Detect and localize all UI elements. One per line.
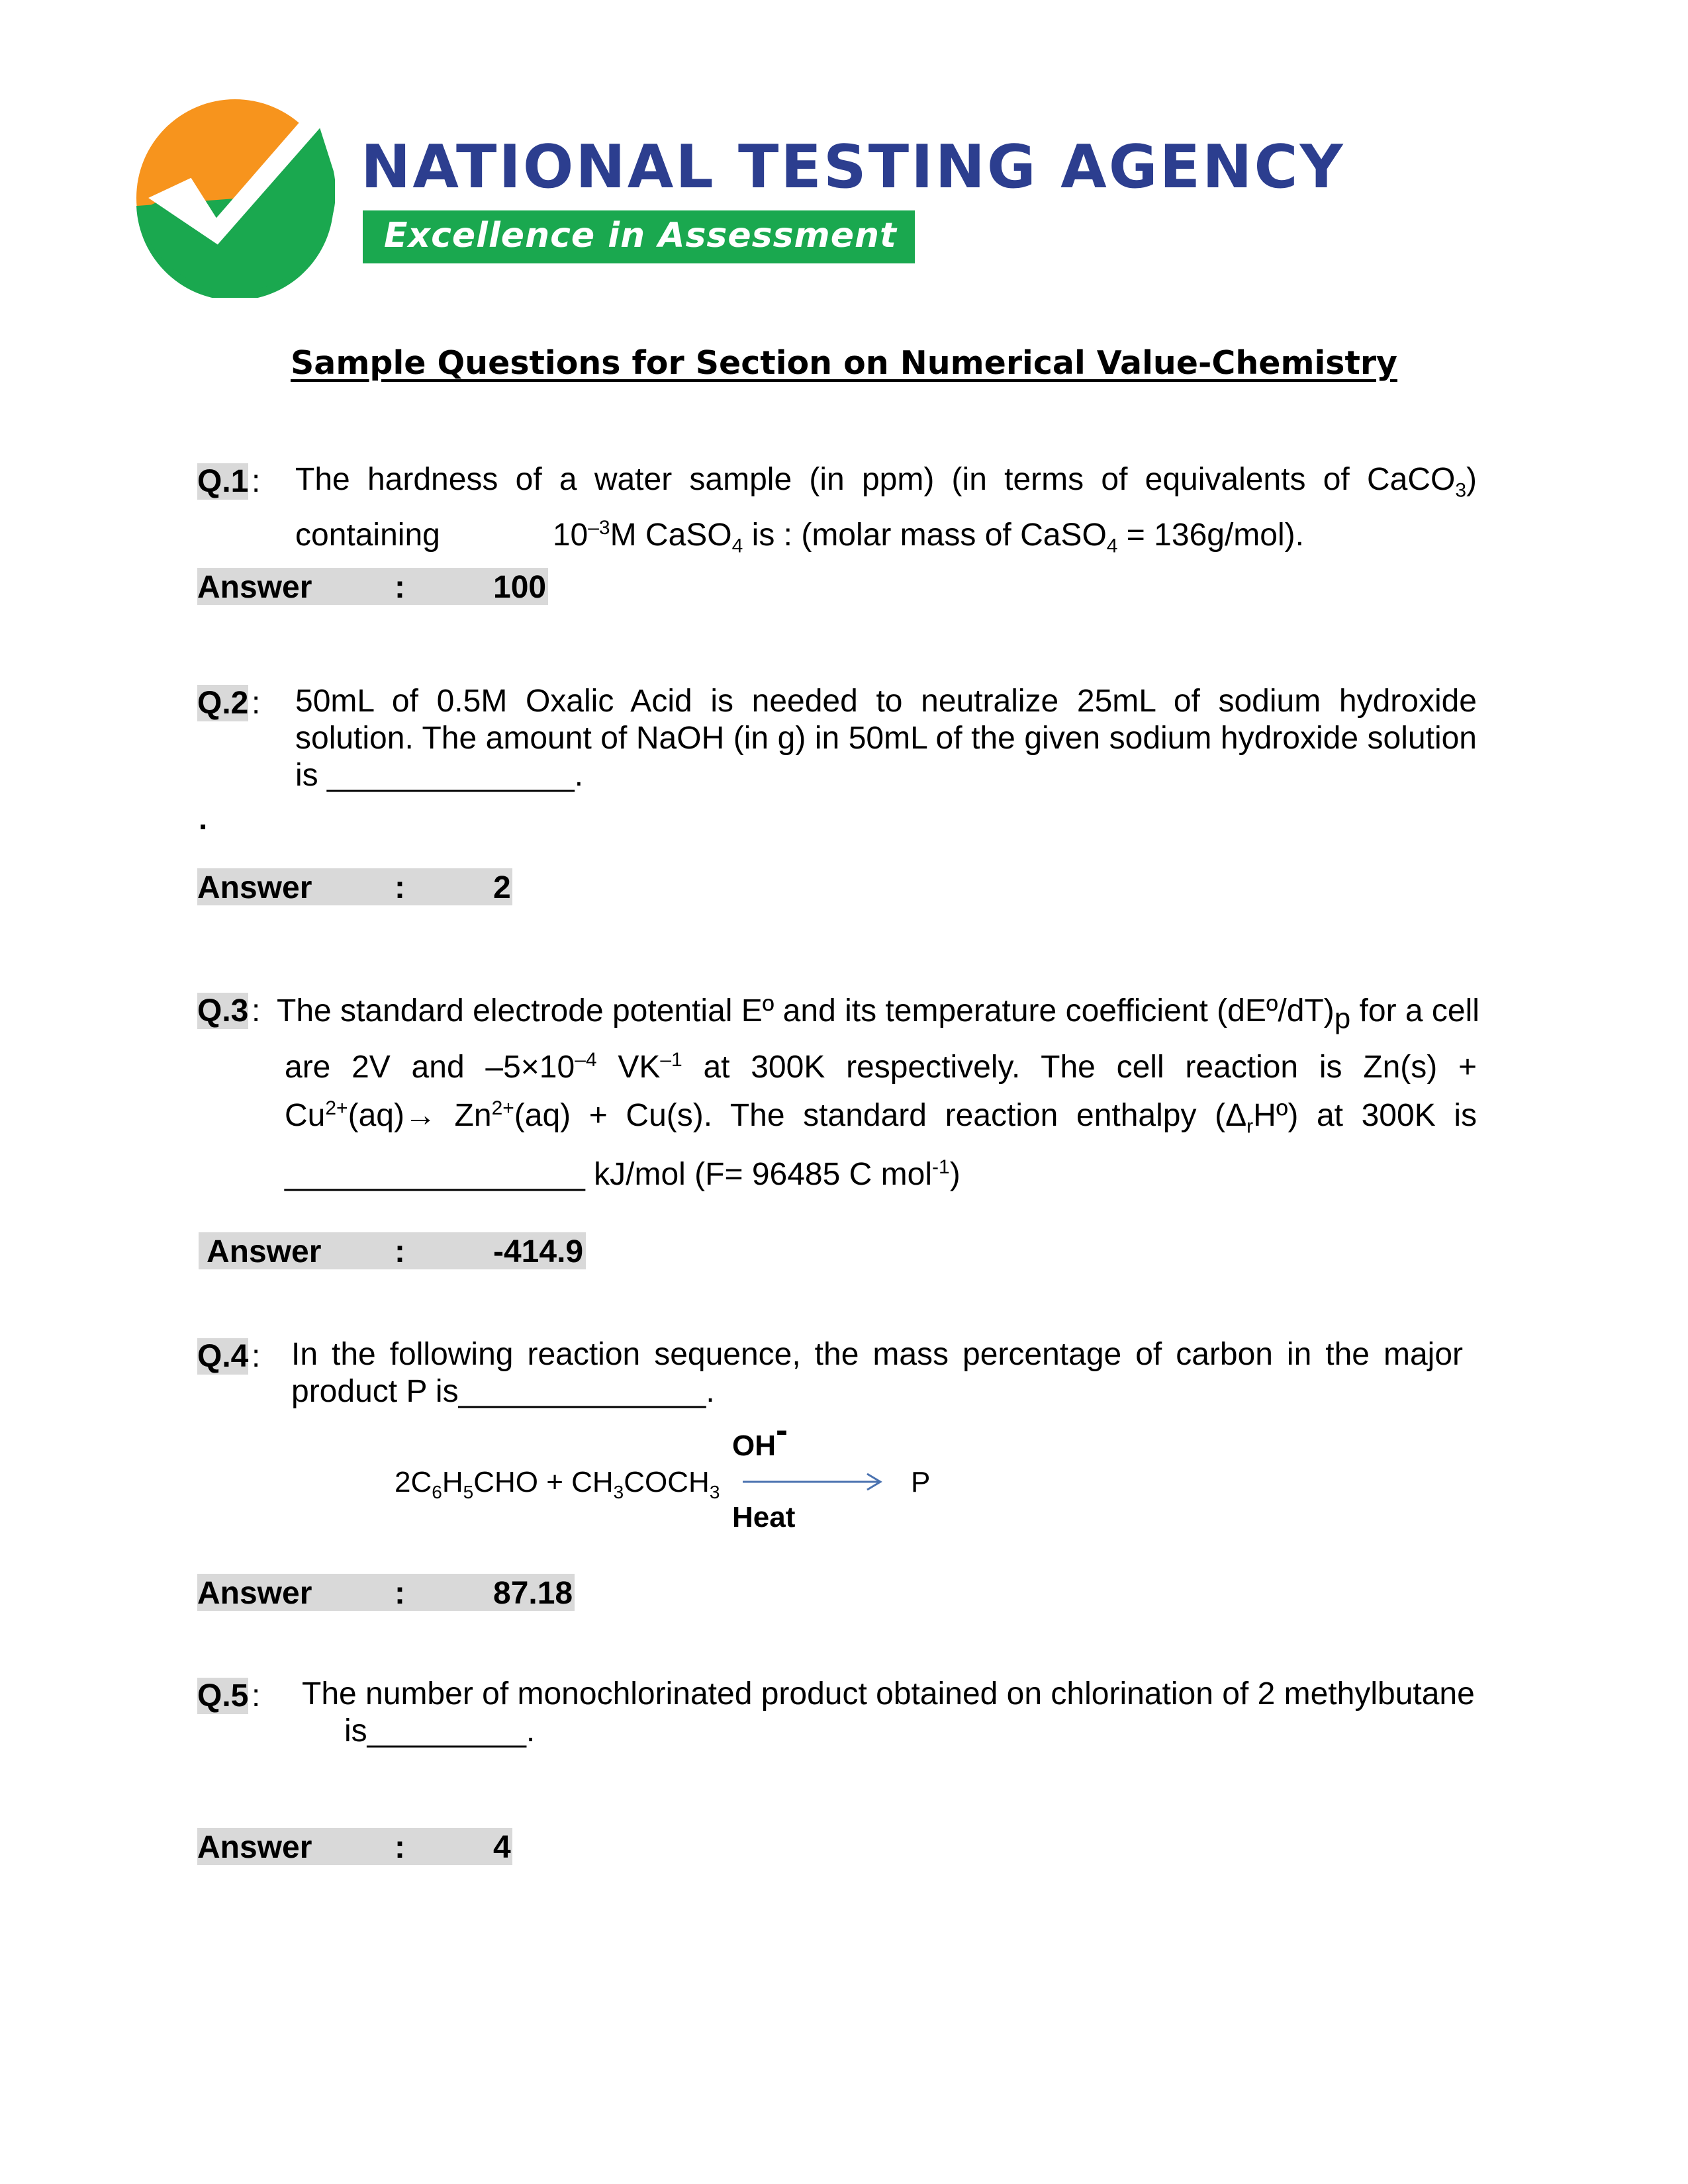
page-title: Sample Questions for Section on Numerical Value-Chemistry xyxy=(290,344,1397,382)
nta-checkmark-logo-icon xyxy=(135,98,335,298)
reaction-arrow-icon xyxy=(743,1472,888,1492)
answer-label: Answer xyxy=(197,1576,312,1611)
answer-label: Answer xyxy=(197,570,312,605)
tagline: Excellence in Assessment xyxy=(384,216,897,255)
question-label-q4: Q.4 xyxy=(197,1339,249,1374)
answer-colon: : xyxy=(395,1576,405,1611)
question-colon: : xyxy=(252,686,261,721)
reaction-product: P xyxy=(911,1466,931,1498)
reaction-reactants: $2C_6H_5CHO$ + $CH_3COCH_3$ xyxy=(395,1466,720,1502)
answer-colon: : xyxy=(395,1234,405,1269)
question-text-q2: 50mL of 0.5M Oxalic Acid is needed to neutralize 25mL of sodium hydroxide solution. The amount of NaOH (in g) in 50mL of the given sodium hydroxide solution is ______________. xyxy=(295,684,1477,793)
answer-value-q3: -414.9 xyxy=(493,1234,584,1269)
answer-colon: : xyxy=(395,870,405,905)
question-colon: : xyxy=(252,1339,261,1374)
answer-label: Answer xyxy=(207,1234,322,1269)
answer-value-q1: 100 xyxy=(493,570,547,605)
question-label-q2: Q.2 xyxy=(197,686,249,721)
stray-mark: . xyxy=(199,801,208,837)
answer-label: Answer xyxy=(197,1830,312,1865)
question-text-q3: The standard electrode potential Eº and its temperature coefficient $(dEº/dT)_p$ for a cell are 2V and $-5\times 10^{-4}$ $VK^{-1}$ at 300K respectively. The cell reaction is Zn(s) + $Cu^{2+}(aq)\to Zn^{2+}(aq) + Cu(s)$. The standard reaction enthalpy $(\Delta_rHº)$ at 300K is _________________ kJ/mol (F= 96485 C mol$^{-1}$) xyxy=(277,993,1479,1193)
org-name: NATIONAL TESTING AGENCY xyxy=(361,132,1345,202)
question-label-q1: Q.1 xyxy=(197,464,249,499)
question-colon: : xyxy=(252,993,261,1028)
question-text-q4: In the following reaction sequence, the mass percentage of carbon in the major product P is______________. xyxy=(291,1337,1463,1409)
answer-value-q5: 4 xyxy=(493,1830,511,1865)
question-colon: : xyxy=(252,1678,261,1713)
reaction-reagent-charge: - xyxy=(776,1410,788,1450)
question-colon: : xyxy=(252,464,261,499)
answer-value-q2: 2 xyxy=(493,870,511,905)
question-text-q1: The hardness of a water sample (in ppm) (in terms of equivalents of CaCO$_3$) containing $10^{-3}M$ CaSO$_4$ is : (molar mass of CaSO$_4$ = 136g/mol). xyxy=(295,462,1477,557)
question-label-q3: Q.3 xyxy=(197,993,249,1028)
answer-colon: : xyxy=(395,1830,405,1865)
answer-label: Answer xyxy=(197,870,312,905)
answer-colon: : xyxy=(395,570,405,605)
reaction-condition: Heat xyxy=(732,1501,796,1533)
question-label-q5: Q.5 xyxy=(197,1678,249,1713)
reaction-reagent: OH xyxy=(732,1430,776,1462)
question-text-q5: The number of monochlorinated product obtained on chlorination of 2 methylbutane is_________. xyxy=(302,1676,1475,1749)
answer-value-q4: 87.18 xyxy=(493,1576,573,1611)
